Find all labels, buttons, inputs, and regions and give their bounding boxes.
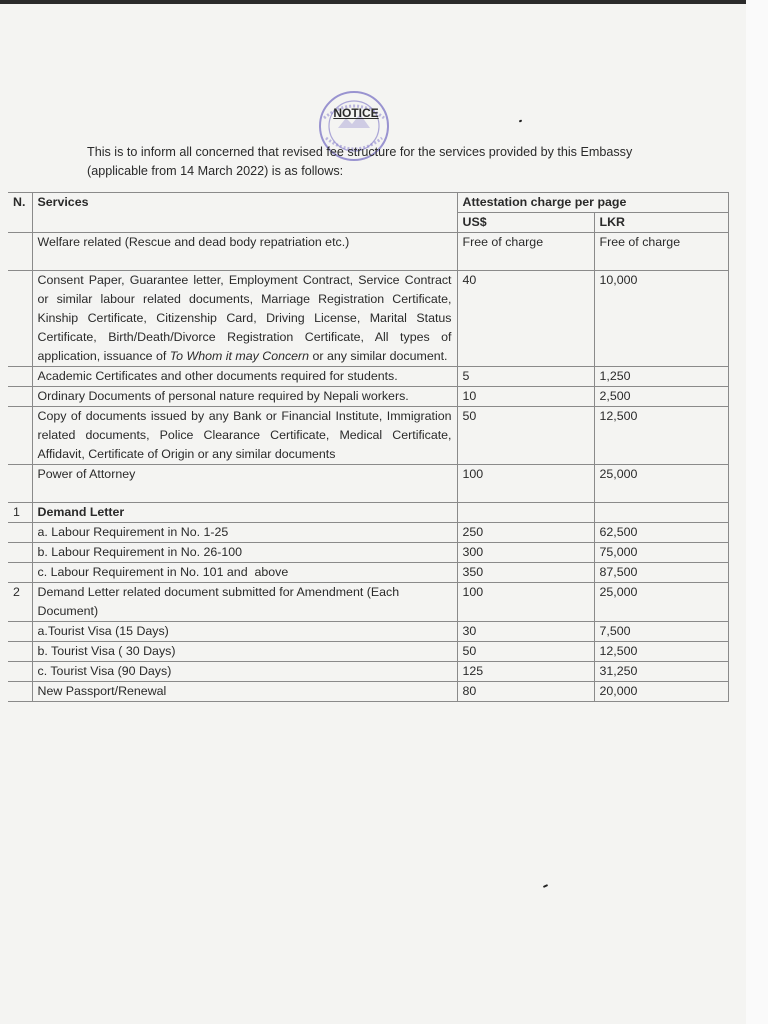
row-lkr xyxy=(594,503,728,523)
row-lkr: 25,000 xyxy=(594,583,728,622)
row-usd: 125 xyxy=(457,662,594,682)
table-row-section xyxy=(8,503,728,523)
row-number xyxy=(8,523,32,543)
table-row xyxy=(8,543,728,563)
row-number xyxy=(8,622,32,642)
scan-speck xyxy=(519,119,523,122)
row-service: c. Labour Requirement in No. 101 and above xyxy=(32,563,457,583)
row-service: Demand Letter xyxy=(32,503,457,523)
row-number xyxy=(8,407,32,465)
row-usd: 50 xyxy=(457,407,594,465)
row-service: a. Labour Requirement in No. 1-25 xyxy=(32,523,457,543)
header-attestation: Attestation charge per page xyxy=(457,193,728,213)
row-usd: 350 xyxy=(457,563,594,583)
row-lkr: 12,500 xyxy=(594,407,728,465)
notice-heading: NOTICE xyxy=(333,106,379,120)
row-usd: 80 xyxy=(457,682,594,702)
row-usd: Free of charge xyxy=(457,233,594,271)
row-service: Welfare related (Rescue and dead body repatriation etc.) xyxy=(32,233,457,271)
row-usd xyxy=(457,503,594,523)
row-lkr: 75,000 xyxy=(594,543,728,563)
row-service-emphasis: To Whom it may Concern xyxy=(169,349,310,363)
page-top-edge xyxy=(0,0,768,4)
row-lkr: 62,500 xyxy=(594,523,728,543)
header-services: Services xyxy=(32,193,457,233)
row-lkr: 87,500 xyxy=(594,563,728,583)
row-service-text: Consent Paper, Guarantee letter, Employment Contract, Service Contract or similar labour related documents, Marriage Registration Certificate, Kinship Certificate, Citizenship Card, Driving License, Marital Status Certificate, Birth/Death/Divorce Registration Certificate, All types of application, issuance of xyxy=(37,273,452,363)
row-number xyxy=(8,271,32,367)
row-service xyxy=(32,271,457,367)
row-number xyxy=(8,563,32,583)
row-usd: 100 xyxy=(457,583,594,622)
row-service: Power of Attorney xyxy=(32,465,457,503)
table-row xyxy=(8,465,728,503)
row-service: c. Tourist Visa (90 Days) xyxy=(32,662,457,682)
row-usd: 250 xyxy=(457,523,594,543)
row-number xyxy=(8,662,32,682)
row-usd: 30 xyxy=(457,622,594,642)
row-usd: 300 xyxy=(457,543,594,563)
row-service: Ordinary Documents of personal nature required by Nepali workers. xyxy=(32,387,457,407)
row-lkr: Free of charge xyxy=(594,233,728,271)
row-service-text-end: or any similar document. xyxy=(309,349,448,363)
row-lkr: 25,000 xyxy=(594,465,728,503)
row-lkr: 20,000 xyxy=(594,682,728,702)
row-service: a.Tourist Visa (15 Days) xyxy=(32,622,457,642)
row-lkr: 31,250 xyxy=(594,662,728,682)
notice-intro: This is to inform all concerned that revised fee structure for the services provided by this Embassy (applicable from 14 March 2022) is as follows: xyxy=(87,145,633,178)
table-row xyxy=(8,583,728,622)
table-row xyxy=(8,682,728,702)
row-number xyxy=(8,682,32,702)
table-row xyxy=(8,233,728,271)
row-number xyxy=(8,367,32,387)
table-row xyxy=(8,407,728,465)
row-service: b. Labour Requirement in No. 26-100 xyxy=(32,543,457,563)
row-service: Copy of documents issued by any Bank or Financial Institute, Immigration related documents, Police Clearance Certificate, Medical Certificate, Affidavit, Certificate of Origin or any similar documents xyxy=(32,407,457,465)
row-number: 2 xyxy=(8,583,32,622)
row-usd: 100 xyxy=(457,465,594,503)
row-lkr: 7,500 xyxy=(594,622,728,642)
table-row xyxy=(8,523,728,543)
row-number: 1 xyxy=(8,503,32,523)
row-usd: 50 xyxy=(457,642,594,662)
row-number xyxy=(8,387,32,407)
header-lkr: LKR xyxy=(594,213,728,233)
table-row xyxy=(8,642,728,662)
row-service: New Passport/Renewal xyxy=(32,682,457,702)
row-lkr: 10,000 xyxy=(594,271,728,367)
row-service: Academic Certificates and other documents required for students. xyxy=(32,367,457,387)
row-service: Demand Letter related document submitted for Amendment (Each Document) xyxy=(32,583,457,622)
row-usd: 10 xyxy=(457,387,594,407)
row-number xyxy=(8,642,32,662)
row-number xyxy=(8,233,32,271)
table-row xyxy=(8,622,728,642)
fee-table xyxy=(8,192,729,702)
header-usd: US$ xyxy=(457,213,594,233)
row-lkr: 1,250 xyxy=(594,367,728,387)
header-no: N. xyxy=(8,193,32,233)
table-row xyxy=(8,563,728,583)
table-row xyxy=(8,387,728,407)
row-lkr: 12,500 xyxy=(594,642,728,662)
row-service: b. Tourist Visa ( 30 Days) xyxy=(32,642,457,662)
table-row xyxy=(8,367,728,387)
table-row xyxy=(8,662,728,682)
row-usd: 40 xyxy=(457,271,594,367)
table-header-row xyxy=(8,193,728,213)
scan-speck xyxy=(543,884,548,888)
row-number xyxy=(8,465,32,503)
table-row xyxy=(8,271,728,367)
row-usd: 5 xyxy=(457,367,594,387)
page-right-margin xyxy=(746,0,768,1024)
row-lkr: 2,500 xyxy=(594,387,728,407)
row-number xyxy=(8,543,32,563)
